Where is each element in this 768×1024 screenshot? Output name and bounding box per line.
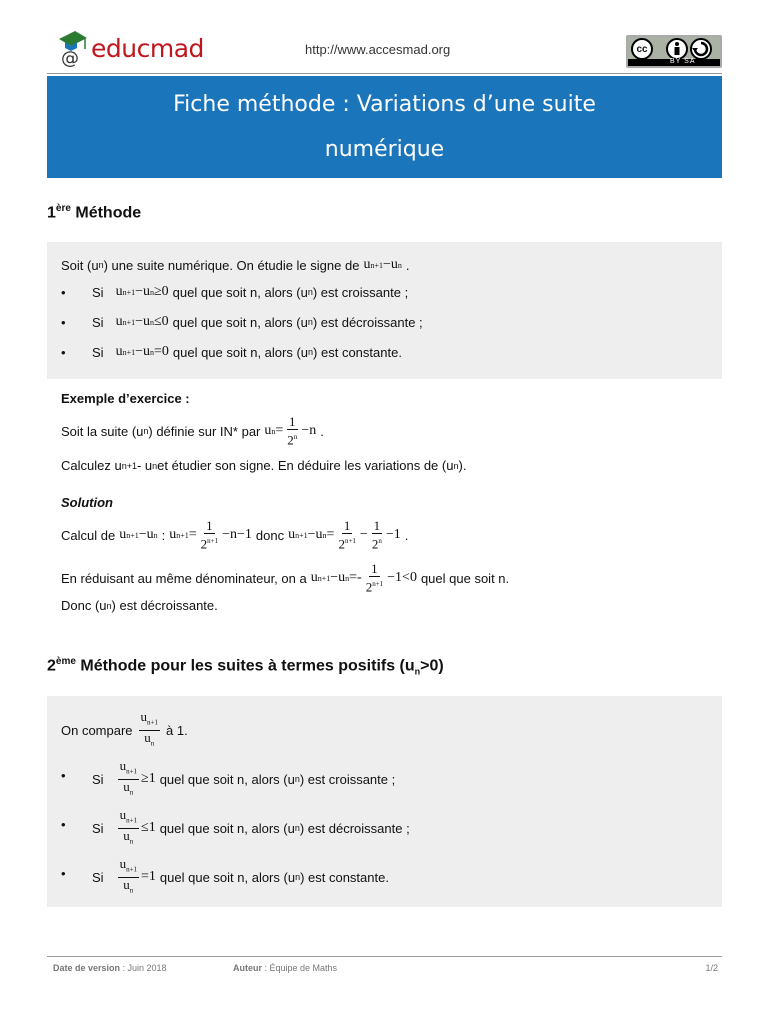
solution-heading: Solution bbox=[61, 495, 113, 510]
example-line-2: Calculez u n+1 - u n et étudier son signe. En déduire les variations de (u n ). bbox=[61, 458, 467, 473]
title-banner bbox=[47, 76, 722, 178]
example-heading: Exemple d’exercice : bbox=[61, 391, 190, 406]
site-url-link[interactable]: http://www.accesmad.org bbox=[305, 42, 451, 57]
method2-case-2: Si $\frac{u_{n+1}}{u_n}$ ≤1 quel que soit n, alors (u n ) est décroissante ; bbox=[92, 807, 410, 846]
cc-icon: cc bbox=[631, 38, 653, 60]
method1-case-1: Si u n+1 −u n ≥0 quel que soit n, alors (u n ) est croissante ; bbox=[92, 284, 409, 300]
page-header bbox=[47, 24, 722, 74]
page-footer bbox=[47, 956, 722, 973]
title-line-1: Fiche méthode : Variations d’une suite bbox=[173, 92, 596, 117]
method1-case-2: Si u n+1 −u n ≤0 quel que soit n, alors (u n ) est décroissante ; bbox=[92, 314, 423, 330]
bullet: • bbox=[61, 817, 66, 832]
bullet: • bbox=[61, 768, 66, 783]
example-line-1: Soit la suite (u n ) définie sur IN* par u n = $\frac{1}{2^n}$ −n . bbox=[61, 414, 324, 448]
method1-heading: 1ère Méthode bbox=[47, 203, 142, 222]
solution-conclusion: Donc (u n ) est décroissante. bbox=[61, 598, 218, 613]
svg-text:@: @ bbox=[61, 48, 79, 67]
bullet: • bbox=[61, 285, 66, 300]
method1-case-3: Si u n+1 −u n =0 quel que soit n, alors (u n ) est constante. bbox=[92, 344, 402, 360]
method2-case-1: Si $\frac{u_{n+1}}{u_n}$ ≥1 quel que soit n, alors (u n ) est croissante ; bbox=[92, 758, 396, 797]
author-info: Auteur : Équipe de Maths bbox=[233, 963, 338, 973]
logo-text: educmad bbox=[91, 33, 204, 63]
person-icon bbox=[666, 38, 688, 60]
page-number: 1/2 bbox=[705, 963, 718, 973]
version-info: Date de version : Juin 2018 bbox=[53, 963, 167, 973]
solution-calc: Calcul de u n+1 −u n : u n+1 = $\frac{1}{2^{n+1}}$ −n−1 donc u n+1 −u n = $\frac{1}{2^{n+1}}$ − $\frac{1}{2^n}$ −1 . bbox=[61, 518, 409, 552]
bullet: • bbox=[61, 345, 66, 360]
license-labels: BY SA bbox=[670, 58, 696, 65]
method2-case-3: Si $\frac{u_{n+1}}{u_n}$ =1 quel que soit n, alors (u n ) est constante. bbox=[92, 856, 389, 895]
educmad-logo[interactable] bbox=[55, 28, 204, 68]
share-alike-icon bbox=[690, 38, 712, 60]
method2-compare: On compare $\frac{u_{n+1}}{u_n}$ à 1. bbox=[61, 709, 188, 748]
method2-heading: 2ème Méthode pour les suites à termes positifs $(u_n>0)$ bbox=[47, 656, 444, 677]
bullet: • bbox=[61, 315, 66, 330]
bullet: • bbox=[61, 866, 66, 881]
cc-license-badge[interactable] bbox=[626, 35, 722, 68]
solution-reduce: En réduisant au même dénominateur, on a u n+1 −u n =- $\frac{1}{2^{n+1}}$ −1<0 quel que soit n. bbox=[61, 561, 510, 595]
method1-intro: Soit (u n ) une suite numérique. On étudie le signe de u n+1 −u n . bbox=[61, 257, 410, 273]
title-line-2: numérique bbox=[324, 137, 445, 162]
educmad-logo-icon bbox=[55, 29, 89, 67]
